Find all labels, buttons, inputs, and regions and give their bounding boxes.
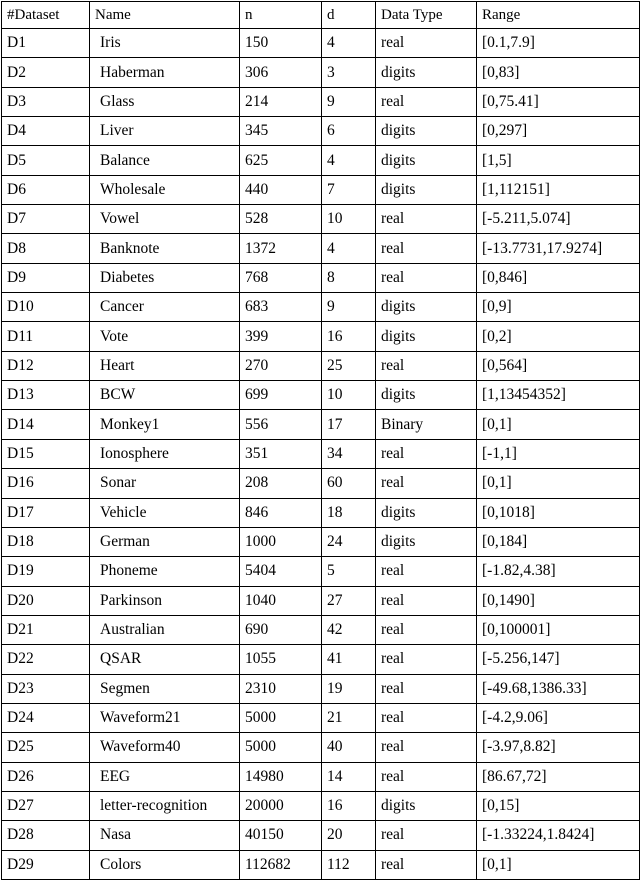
cell-range: [-13.7731,17.9274]	[477, 234, 640, 263]
header-dataset: #Dataset	[2, 2, 90, 29]
cell-name: letter-recognition	[90, 791, 240, 820]
cell-d: 34	[322, 439, 376, 468]
cell-d: 3	[322, 58, 376, 87]
cell-dataset-id: D3	[2, 87, 90, 116]
cell-dataset-id: D25	[2, 733, 90, 762]
cell-n: 40150	[240, 821, 322, 850]
cell-range: [0,1018]	[477, 498, 640, 527]
cell-n: 351	[240, 439, 322, 468]
cell-range: [-1.33224,1.8424]	[477, 821, 640, 850]
cell-data-type: real	[376, 205, 477, 234]
cell-dataset-id: D23	[2, 674, 90, 703]
cell-name: Heart	[90, 351, 240, 380]
cell-name: Haberman	[90, 58, 240, 87]
cell-data-type: real	[376, 234, 477, 263]
cell-range: [-3.97,8.82]	[477, 733, 640, 762]
cell-dataset-id: D16	[2, 469, 90, 498]
table-row	[2, 146, 640, 175]
cell-n: 1372	[240, 234, 322, 263]
header-name: Name	[90, 2, 240, 29]
cell-dataset-id: D14	[2, 410, 90, 439]
cell-n: 690	[240, 615, 322, 644]
cell-range: [-5.211,5.074]	[477, 205, 640, 234]
cell-data-type: digits	[376, 146, 477, 175]
cell-range: [0,1]	[477, 850, 640, 879]
cell-dataset-id: D20	[2, 586, 90, 615]
cell-name: Liver	[90, 117, 240, 146]
cell-n: 208	[240, 469, 322, 498]
cell-d: 9	[322, 293, 376, 322]
cell-dataset-id: D21	[2, 615, 90, 644]
table-row	[2, 762, 640, 791]
table-row	[2, 821, 640, 850]
cell-d: 42	[322, 615, 376, 644]
table-row	[2, 586, 640, 615]
cell-name: Colors	[90, 850, 240, 879]
cell-range: [0,564]	[477, 351, 640, 380]
cell-data-type: real	[376, 615, 477, 644]
table-row	[2, 263, 640, 292]
cell-name: Glass	[90, 87, 240, 116]
table-row	[2, 791, 640, 820]
cell-data-type: digits	[376, 381, 477, 410]
table-row	[2, 234, 640, 263]
cell-dataset-id: D22	[2, 645, 90, 674]
cell-data-type: real	[376, 733, 477, 762]
cell-dataset-id: D15	[2, 439, 90, 468]
cell-range: [0,846]	[477, 263, 640, 292]
cell-data-type: real	[376, 645, 477, 674]
cell-d: 16	[322, 791, 376, 820]
cell-dataset-id: D10	[2, 293, 90, 322]
cell-dataset-id: D19	[2, 557, 90, 586]
cell-d: 18	[322, 498, 376, 527]
cell-n: 1040	[240, 586, 322, 615]
cell-name: QSAR	[90, 645, 240, 674]
cell-n: 270	[240, 351, 322, 380]
table-row	[2, 703, 640, 732]
cell-d: 21	[322, 703, 376, 732]
cell-d: 112	[322, 850, 376, 879]
cell-data-type: digits	[376, 527, 477, 556]
cell-data-type: real	[376, 557, 477, 586]
cell-name: German	[90, 527, 240, 556]
table-row	[2, 674, 640, 703]
cell-range: [0,1490]	[477, 586, 640, 615]
cell-name: Waveform21	[90, 703, 240, 732]
cell-range: [0,2]	[477, 322, 640, 351]
cell-n: 214	[240, 87, 322, 116]
cell-data-type: real	[376, 29, 477, 58]
table-row	[2, 645, 640, 674]
cell-d: 27	[322, 586, 376, 615]
cell-data-type: real	[376, 351, 477, 380]
cell-d: 40	[322, 733, 376, 762]
cell-n: 14980	[240, 762, 322, 791]
cell-n: 5000	[240, 703, 322, 732]
cell-name: Iris	[90, 29, 240, 58]
cell-d: 25	[322, 351, 376, 380]
cell-name: Parkinson	[90, 586, 240, 615]
cell-name: Cancer	[90, 293, 240, 322]
cell-data-type: digits	[376, 58, 477, 87]
cell-dataset-id: D13	[2, 381, 90, 410]
table-row	[2, 175, 640, 204]
cell-range: [0,15]	[477, 791, 640, 820]
table-header	[2, 2, 640, 29]
table-row	[2, 498, 640, 527]
cell-range: [1,5]	[477, 146, 640, 175]
cell-data-type: real	[376, 439, 477, 468]
cell-dataset-id: D5	[2, 146, 90, 175]
cell-name: EEG	[90, 762, 240, 791]
table-row	[2, 205, 640, 234]
cell-dataset-id: D2	[2, 58, 90, 87]
cell-range: [-1.82,4.38]	[477, 557, 640, 586]
cell-n: 768	[240, 263, 322, 292]
cell-range: [86.67,72]	[477, 762, 640, 791]
cell-d: 6	[322, 117, 376, 146]
cell-n: 1000	[240, 527, 322, 556]
cell-dataset-id: D12	[2, 351, 90, 380]
cell-name: Australian	[90, 615, 240, 644]
cell-d: 16	[322, 322, 376, 351]
cell-data-type: real	[376, 762, 477, 791]
header-n: n	[240, 2, 322, 29]
cell-n: 440	[240, 175, 322, 204]
cell-range: [-5.256,147]	[477, 645, 640, 674]
cell-data-type: real	[376, 703, 477, 732]
cell-dataset-id: D11	[2, 322, 90, 351]
cell-name: Wholesale	[90, 175, 240, 204]
cell-d: 7	[322, 175, 376, 204]
cell-d: 4	[322, 146, 376, 175]
cell-range: [0.1,7.9]	[477, 29, 640, 58]
cell-dataset-id: D4	[2, 117, 90, 146]
cell-n: 345	[240, 117, 322, 146]
cell-data-type: real	[376, 586, 477, 615]
table-row	[2, 850, 640, 879]
cell-d: 17	[322, 410, 376, 439]
cell-n: 5404	[240, 557, 322, 586]
cell-dataset-id: D9	[2, 263, 90, 292]
cell-data-type: real	[376, 263, 477, 292]
cell-name: Banknote	[90, 234, 240, 263]
cell-n: 2310	[240, 674, 322, 703]
table-row	[2, 469, 640, 498]
cell-data-type: real	[376, 850, 477, 879]
header-range: Range	[477, 2, 640, 29]
cell-d: 24	[322, 527, 376, 556]
table-row	[2, 410, 640, 439]
cell-n: 5000	[240, 733, 322, 762]
cell-n: 846	[240, 498, 322, 527]
cell-dataset-id: D27	[2, 791, 90, 820]
cell-dataset-id: D18	[2, 527, 90, 556]
table-row	[2, 58, 640, 87]
table-row	[2, 733, 640, 762]
cell-n: 625	[240, 146, 322, 175]
cell-n: 1055	[240, 645, 322, 674]
cell-range: [0,9]	[477, 293, 640, 322]
cell-name: Balance	[90, 146, 240, 175]
cell-data-type: real	[376, 674, 477, 703]
cell-range: [0,100001]	[477, 615, 640, 644]
cell-name: Monkey1	[90, 410, 240, 439]
table-row	[2, 117, 640, 146]
cell-range: [0,297]	[477, 117, 640, 146]
table-row	[2, 29, 640, 58]
cell-d: 9	[322, 87, 376, 116]
table-row	[2, 351, 640, 380]
cell-name: BCW	[90, 381, 240, 410]
cell-data-type: real	[376, 821, 477, 850]
cell-dataset-id: D17	[2, 498, 90, 527]
cell-d: 10	[322, 205, 376, 234]
cell-range: [-4.2,9.06]	[477, 703, 640, 732]
cell-data-type: digits	[376, 175, 477, 204]
header-d: d	[322, 2, 376, 29]
dataset-table	[1, 1, 640, 880]
cell-d: 41	[322, 645, 376, 674]
cell-d: 20	[322, 821, 376, 850]
cell-d: 14	[322, 762, 376, 791]
cell-n: 699	[240, 381, 322, 410]
cell-dataset-id: D6	[2, 175, 90, 204]
cell-name: Vote	[90, 322, 240, 351]
table-row	[2, 557, 640, 586]
table-row	[2, 381, 640, 410]
cell-d: 19	[322, 674, 376, 703]
cell-n: 150	[240, 29, 322, 58]
cell-range: [0,1]	[477, 410, 640, 439]
cell-d: 8	[322, 263, 376, 292]
cell-data-type: digits	[376, 322, 477, 351]
cell-range: [0,184]	[477, 527, 640, 556]
cell-name: Vehicle	[90, 498, 240, 527]
cell-n: 20000	[240, 791, 322, 820]
header-row	[2, 2, 640, 29]
cell-range: [0,75.41]	[477, 87, 640, 116]
cell-dataset-id: D8	[2, 234, 90, 263]
cell-data-type: real	[376, 87, 477, 116]
cell-dataset-id: D26	[2, 762, 90, 791]
cell-name: Phoneme	[90, 557, 240, 586]
cell-range: [1,112151]	[477, 175, 640, 204]
cell-name: Diabetes	[90, 263, 240, 292]
cell-range: [-1,1]	[477, 439, 640, 468]
cell-d: 5	[322, 557, 376, 586]
cell-d: 10	[322, 381, 376, 410]
cell-data-type: digits	[376, 117, 477, 146]
cell-dataset-id: D24	[2, 703, 90, 732]
cell-data-type: digits	[376, 498, 477, 527]
cell-n: 112682	[240, 850, 322, 879]
header-data-type: Data Type	[376, 2, 477, 29]
cell-dataset-id: D7	[2, 205, 90, 234]
cell-d: 4	[322, 234, 376, 263]
cell-dataset-id: D28	[2, 821, 90, 850]
cell-range: [1,13454352]	[477, 381, 640, 410]
cell-range: [0,1]	[477, 469, 640, 498]
cell-n: 683	[240, 293, 322, 322]
cell-n: 306	[240, 58, 322, 87]
table-row	[2, 439, 640, 468]
cell-range: [-49.68,1386.33]	[477, 674, 640, 703]
table-body	[2, 29, 640, 880]
cell-name: Ionosphere	[90, 439, 240, 468]
cell-name: Vowel	[90, 205, 240, 234]
cell-data-type: real	[376, 469, 477, 498]
table-row	[2, 527, 640, 556]
table-row	[2, 615, 640, 644]
table-row	[2, 87, 640, 116]
cell-d: 4	[322, 29, 376, 58]
cell-name: Sonar	[90, 469, 240, 498]
cell-n: 528	[240, 205, 322, 234]
cell-n: 399	[240, 322, 322, 351]
cell-n: 556	[240, 410, 322, 439]
cell-name: Nasa	[90, 821, 240, 850]
cell-dataset-id: D29	[2, 850, 90, 879]
cell-range: [0,83]	[477, 58, 640, 87]
cell-data-type: Binary	[376, 410, 477, 439]
cell-name: Segmen	[90, 674, 240, 703]
cell-data-type: digits	[376, 293, 477, 322]
cell-name: Waveform40	[90, 733, 240, 762]
cell-dataset-id: D1	[2, 29, 90, 58]
table-row	[2, 322, 640, 351]
table-row	[2, 293, 640, 322]
cell-data-type: digits	[376, 791, 477, 820]
cell-d: 60	[322, 469, 376, 498]
